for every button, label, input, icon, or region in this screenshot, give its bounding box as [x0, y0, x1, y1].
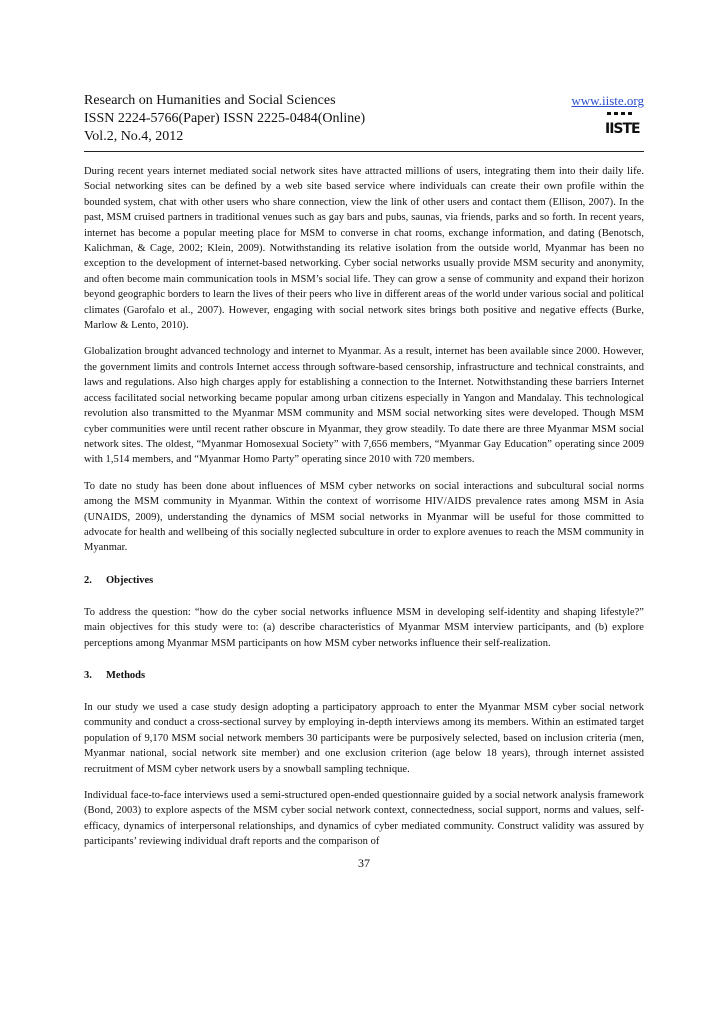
journal-title: Research on Humanities and Social Sciences [84, 93, 336, 108]
iiste-logo [604, 112, 640, 136]
paragraph-methods-2: Individual face-to-face interviews used a semi-structured open-ended questionnaire guided by a social network analysis framework (Bond, 2003) to explore aspects of the MSM cyber social network context, connectedness, social support, norms and values, self-efficacy, dynamics of interpersonal relationships, and dynamics of cyber mediated community. Construct validity was assured by participants’ reviewing individual draft reports and the comparison of [84, 790, 644, 848]
section-number: 3. [84, 669, 92, 681]
section-title: Objectives [106, 574, 154, 586]
running-header [84, 92, 644, 146]
paragraph-intro-3: To date no study has been done about influences of MSM cyber networks on social interactions and subcultural social norms among the MSM community in Myanmar. Within the context of worrisome HIV/AIDS prevalence rates among MSM in Asia (UNAIDS, 2009), understanding the dynamics of MSM social networks in Myanmar will be useful for those committed to advocate for health and wellbeing of this socially neglected subculture in order to explore avenues to reach the MSM community in Myanmar. [84, 480, 644, 554]
page-number: 37 [358, 856, 370, 870]
section-heading-methods [84, 669, 644, 683]
website-link[interactable]: www.iiste.org [571, 93, 644, 108]
svg-text:IISTE: IISTE [605, 121, 640, 136]
volume-line: Vol.2, No.4, 2012 [84, 129, 184, 144]
paragraph-intro-1: During recent years internet mediated social network sites have attracted millions of users, integrating them into their daily life. Social networking sites can be defined by a web site based service where individuals can create their own profile within the bounded system, chat with other users who share connection, view the link of other users and contact them (Ellison, 2007). In the past, MSM cruised partners in traditional venues such as gay bars and pubs, saunas, via friends, parks and so forth. In recent years, internet has become a popular meeting place for MSM to converse in chat rooms, exchange information, and dating (Benotsch, Kalichman, & Cage, 2002; Klein, 2009). Notwithstanding its relative isolation from the outside world, Myanmar has been no exception to the development of internet-based networking. Cyber social networks usually provide MSM security and anonymity, and often become main communication tools in MSM’s social life. They can grow a sense of community and expand their horizon beyond geographic borders to learn the lives of their peers who live in different areas of the world under various social and political climates (Garofalo et al., 2007). However, engaging with social network sites brings both positive and negative effects (Burke, Marlow & Lento, 2010). [84, 166, 644, 332]
header-divider [84, 151, 644, 152]
section-number: 2. [84, 574, 92, 586]
section-title: Methods [106, 669, 146, 681]
paragraph-methods-1: In our study we used a case study design adopting a participatory approach to enter the Myanmar MSM cyber social network community and conduct a cross-sectional survey by employing in-depth interviews among its members. Within an estimated target population of 9,170 MSM social network members 30 participants were be purposively selected, based on inclusion criteria (men, Myanmar national, social network site member) and one exclusion criterion (age below 18 years), through internet assisted recruitment of MSM cyber network users by a snowball sampling technique. [84, 701, 644, 775]
page-content [84, 92, 644, 861]
paragraph-objectives: To address the question: “how do the cyber social networks influence MSM in developing self-identity and shaping lifestyle?” main objectives for this study were to: (a) describe characteristics of Myanmar MSM interview participants, and (b) explore perceptions among Myanmar MSM participants on how MSM cyber networks influence their self-realization. [84, 606, 644, 649]
paragraph-intro-2: Globalization brought advanced technology and internet to Myanmar. As a result, internet has been available since 2000. However, the government limits and controls Internet access through software-based censorship, infrastructure and technical constraints, and laws and regulations. Also high charges apply for establishing a connection to the Internet. Notwithstanding these barriers Internet access facilitated social networking became popular among urban citizens especially in Yangon and Mandalay. This technological revolution also transmitted to the Myanmar MSM community and MSM social networking sites were developed. Though MSM cyber communities were until recent rather obscure in Myanmar, they grow steadily. To date there are three Myanmar MSM social network sites. The oldest, “Myanmar Homosexual Society” with 7,656 members, “Myanmar Gay Education” operating since 2009 with 1,514 members, and “Myanmar Homo Party” operating since 2010 with 720 members. [84, 346, 644, 466]
section-heading-objectives [84, 574, 644, 588]
issn-line: ISSN 2224-5766(Paper) ISSN 2225-0484(Online) [84, 111, 366, 126]
